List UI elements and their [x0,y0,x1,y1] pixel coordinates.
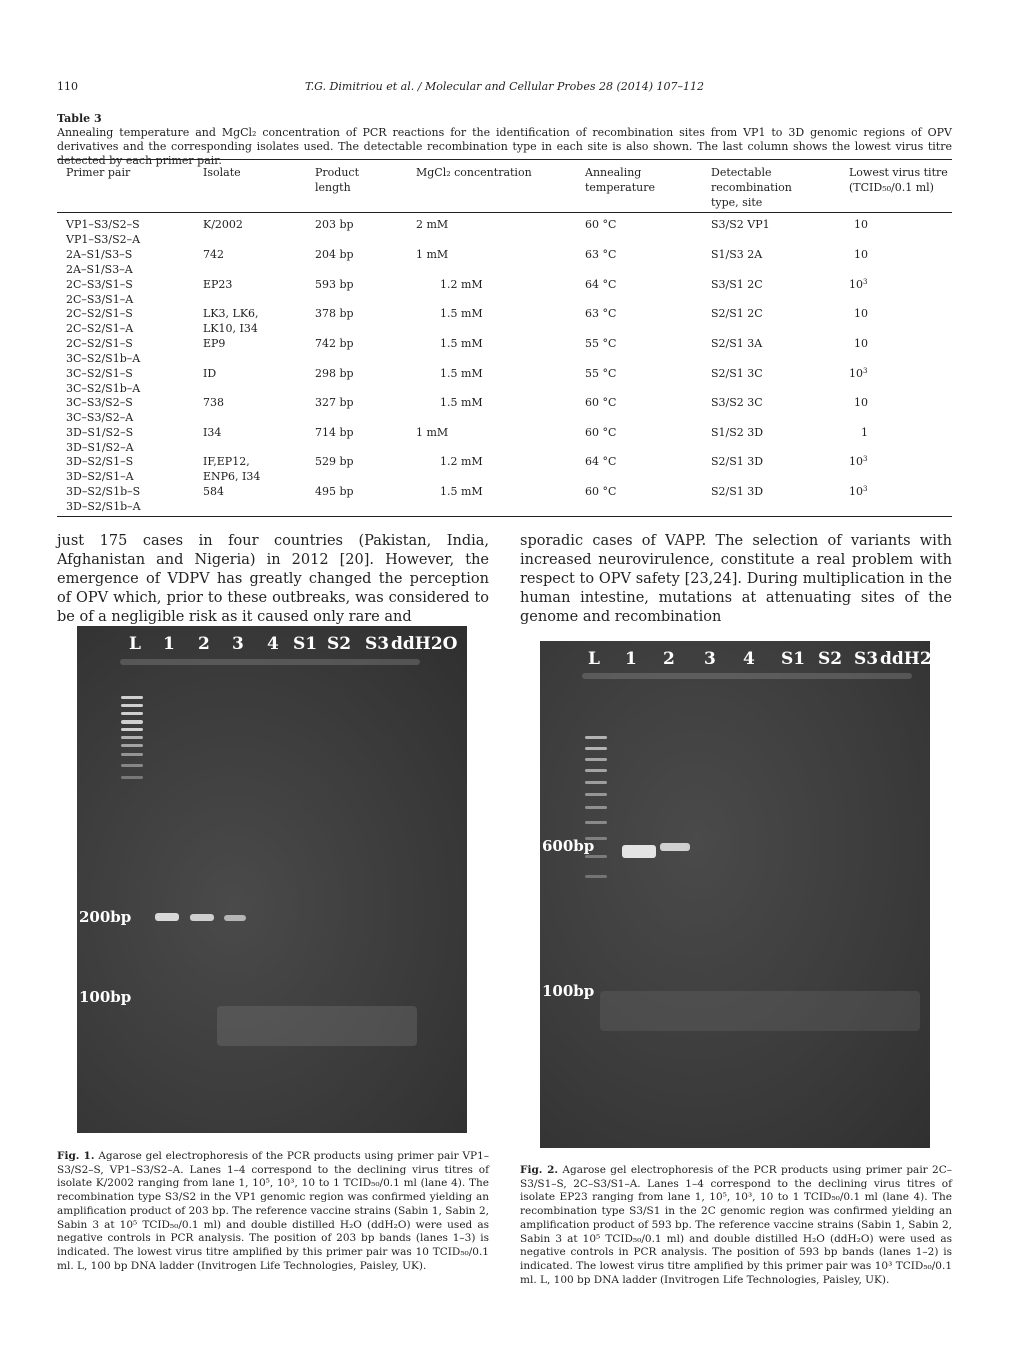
primer-dimer-smear [600,991,920,1031]
figure-2-caption-text: Agarose gel electrophoresis of the PCR products using primer pair 2C–S3/S1–S, 2C–S3/S1–A. Lanes 1–4 correspond to the declining virus titres of isolate EP23 ranging from lane 1, 10⁵, 10³, 10 to 1 TCID₅₀/0.1 ml (lane 4). The recombination type S3/S1 in the 2C genomic region was confirmed yielding an amplification product of 593 bp. The reference vaccine strains (Sabin 1, Sabin 2, Sabin 3 at 10⁵ TCID₅₀/0.1 ml) and double distilled H₂O (ddH₂O) were used as negative controls in PCR analysis. The position of 593 bp bands (lanes 1–2) is indicated. The lowest virus titre amplified by this primer pair was 10³ TCID₅₀/0.1 ml. L, 100 bp DNA ladder (Invitrogen Life Technologies, Paisley, UK). [520,1164,952,1286]
lane-label-4: 4 [267,634,279,654]
cell-annealing: 64 °C [585,455,617,468]
cell-type: S1/S2 3D [711,426,764,439]
cell-type: S2/S1 2C [711,307,763,320]
cell-mgcl: 1.2 mM [440,455,483,468]
cell-mgcl: 1.5 mM [440,396,483,409]
cell-mgcl: 1.5 mM [440,337,483,350]
cell-product: 714 bp [315,426,354,439]
header-product-2: length [315,181,351,194]
cell-type: S2/S1 3D [711,485,764,498]
cell-type: S3/S1 2C [711,278,763,291]
cell-annealing: 60 °C [585,485,617,498]
figure-1-caption-text: Agarose gel electrophoresis of the PCR products using primer pair VP1–S3/S2–S, VP1–S3/S2–A. Lanes 1–4 correspond to the declining virus titres of isolate K/2002 ranging from lane 1, 10⁵, 10³, 10 to 1 TCID₅₀/0.1 ml (lane 4). The recombination type S3/S2 in the VP1 genomic region was confirmed yielding an amplification product of 203 bp. The reference vaccine strains (Sabin 1, Sabin 2, Sabin 3 at 10⁵ TCID₅₀/0.1 ml) and double distilled H₂O (ddH₂O) were used as negative controls in PCR analysis. The position of 203 bp bands (lanes 1–3) is indicated. The lowest virus titre amplified by this primer pair was 10 TCID₅₀/0.1 ml. L, 100 bp DNA ladder (Invitrogen Life Technologies, Paisley, UK). [57,1150,490,1272]
marker-label-100bp: 100bp [79,988,132,1006]
cell-isolate: IF,EP12, [203,455,250,468]
cell-primer-antisense: 3D–S2/S1b–A [66,500,141,513]
gel-wells [120,659,420,665]
cell-mgcl: 1.5 mM [440,367,483,380]
marker-label-100bp: 100bp [542,982,595,1000]
cell-primer: 3C–S3/S2–S [66,396,133,409]
cell-titre: 10 [854,218,868,231]
cell-isolate: 742 [203,248,224,261]
cell-type: S2/S1 3D [711,455,764,468]
cell-mgcl: 1 mM [416,426,449,439]
lane-label-s2: S2 [327,634,352,654]
cell-primer: 2C–S3/S1–S [66,278,133,291]
cell-primer-antisense: 3D–S1/S2–A [66,441,134,454]
cell-isolate: EP23 [203,278,233,291]
cell-primer-antisense: 3C–S2/S1b–A [66,352,141,365]
cell-product: 327 bp [315,396,354,409]
cell-primer: 2C–S2/S1–S [66,337,133,350]
cell-product: 742 bp [315,337,354,350]
cell-type: S3/S2 VP1 [711,218,770,231]
journal-citation: T.G. Dimitriou et al. / Molecular and Cellular Probes 28 (2014) 107–112 [304,80,705,93]
figure-2-caption [520,1164,952,1287]
lane-label-s1: S1 [781,649,806,669]
cell-primer: 3C–S2/S1–S [66,367,133,380]
cell-primer: 3D–S1/S2–S [66,426,134,439]
cell-primer: 3D–S2/S1b–S [66,485,141,498]
body-text-right-column: sporadic cases of VAPP. The selection of variants with increased neurovirulence, constitute a real problem with respect to OPV safety [23,24]. During multiplication in the human intestine, mutations at attenuating sites of the genome and recombination [520,533,952,625]
cell-mgcl: 1.5 mM [440,485,483,498]
cell-isolate: 584 [203,485,224,498]
table-top-rule [57,159,952,160]
cell-titre: $10^3$ [849,367,868,380]
figure-1-caption [57,1150,489,1273]
cell-titre: $10^3$ [849,485,868,498]
cell-isolate: ID [203,367,217,380]
header-product-1: Product [315,166,359,179]
pcr-band-lane-2 [190,914,214,921]
lane-label-ddh2o: ddH2O [880,649,947,669]
table-bottom-rule [57,516,952,517]
cell-product: 378 bp [315,307,354,320]
cell-mgcl: 1.5 mM [440,307,483,320]
cell-titre: 1 [861,426,868,439]
cell-mgcl: 1.2 mM [440,278,483,291]
cell-product: 298 bp [315,367,354,380]
cell-primer: 2A–S1/S3–S [66,248,133,261]
cell-isolate-cont: ENP6, I34 [203,470,261,483]
cell-mgcl: 1 mM [416,248,449,261]
cell-isolate-cont: LK10, I34 [203,322,258,335]
header-primer: Primer pair [66,166,131,179]
lane-label-ddh2o: ddH2O [391,634,458,654]
lane-label-s1: S1 [293,634,318,654]
cell-titre: $10^3$ [849,278,868,291]
cell-isolate: EP9 [203,337,226,350]
header-isolate: Isolate [203,166,241,179]
lane-label-ladder: L [129,634,141,654]
table-header-rule [57,212,952,213]
cell-annealing: 60 °C [585,396,617,409]
header-detectable-1: Detectable [711,166,772,179]
cell-type: S2/S1 3A [711,337,763,350]
cell-annealing: 60 °C [585,218,617,231]
cell-titre: 10 [854,396,868,409]
figure-1-label: Fig. 1. [57,1150,95,1162]
cell-product: 203 bp [315,218,354,231]
header-mgcl: MgCl₂ concentration [416,166,532,179]
cell-primer-antisense: 2C–S3/S1–A [66,293,134,306]
marker-label-600bp: 600bp [542,837,595,855]
gel-wells [582,673,912,679]
cell-primer: VP1–S3/S2–S [66,218,140,231]
cell-primer-antisense: 3C–S2/S1b–A [66,382,141,395]
cell-titre: 10 [854,248,868,261]
cell-primer-antisense: 3C–S3/S2–A [66,411,134,424]
cell-isolate: LK3, LK6, [203,307,259,320]
cell-annealing: 60 °C [585,426,617,439]
cell-isolate: I34 [203,426,222,439]
lane-label-2: 2 [198,634,210,654]
cell-annealing: 55 °C [585,337,617,350]
lane-label-3: 3 [232,634,244,654]
cell-type: S1/S3 2A [711,248,763,261]
table-title: Table 3 [57,112,102,125]
pcr-band-lane-1 [155,913,179,921]
cell-annealing: 55 °C [585,367,617,380]
cell-primer-antisense: 2C–S2/S1–A [66,322,134,335]
lane-label-1: 1 [163,634,175,654]
header-detectable-3: type, site [711,196,763,209]
primer-dimer-smear [217,1006,417,1046]
lane-label-s3: S3 [854,649,879,669]
cell-product: 593 bp [315,278,354,291]
cell-titre: $10^3$ [849,455,868,468]
cell-type: S3/S2 3C [711,396,763,409]
header-annealing-1: Annealing [585,166,642,179]
lane-label-1: 1 [625,649,637,669]
figure-2-label: Fig. 2. [520,1164,559,1176]
cell-primer-antisense: 2A–S1/S3–A [66,263,133,276]
header-titre-1: Lowest virus titre [849,166,948,179]
cell-annealing: 64 °C [585,278,617,291]
lane-label-4: 4 [743,649,755,669]
header-titre-2: (TCID₅₀/0.1 ml) [849,181,934,194]
cell-annealing: 63 °C [585,248,617,261]
body-text-left-column: just 175 cases in four countries (Pakistan, India, Afghanistan and Nigeria) in 2012 [20]. However, the emergence of VDPV has greatly changed the perception of OPV which, prior to these outbreaks, was considered to be of a negligible risk as it caused only rare and [57,533,489,625]
table-caption: Annealing temperature and MgCl₂ concentration of PCR reactions for the identification of recombination sites from VP1 to 3D genomic regions of OPV derivatives and the corresponding isolates used. The detectable recombination type in each site is also shown. The last column shows the lowest virus titre detected by each primer pair. [57,126,952,167]
cell-annealing: 63 °C [585,307,617,320]
lane-label-s2: S2 [818,649,843,669]
cell-primer: 2C–S2/S1–S [66,307,133,320]
figure-1-gel-image [77,626,467,1133]
header-annealing-2: temperature [585,181,656,194]
marker-label-200bp: 200bp [79,908,132,926]
cell-titre: 10 [854,307,868,320]
cell-primer-antisense: 3D–S2/S1–A [66,470,134,483]
cell-type: S2/S1 3C [711,367,763,380]
lane-label-ladder: L [588,649,600,669]
figure-2-gel-image [540,641,947,1148]
cell-mgcl: 2 mM [416,218,449,231]
cell-product: 529 bp [315,455,354,468]
cell-titre: 10 [854,337,868,350]
lane-label-s3: S3 [365,634,390,654]
pcr-band-lane-2 [660,843,690,851]
pcr-band-lane-3 [224,915,246,921]
lane-label-3: 3 [704,649,716,669]
cell-primer: 3D–S2/S1–S [66,455,134,468]
pcr-band-lane-1 [622,845,656,858]
cell-primer-antisense: VP1–S3/S2–A [66,233,141,246]
lane-label-2: 2 [663,649,675,669]
page-number: 110 [57,80,78,93]
cell-isolate: K/2002 [203,218,243,231]
cell-isolate: 738 [203,396,224,409]
cell-product: 204 bp [315,248,354,261]
header-detectable-2: recombination [711,181,792,194]
cell-product: 495 bp [315,485,354,498]
